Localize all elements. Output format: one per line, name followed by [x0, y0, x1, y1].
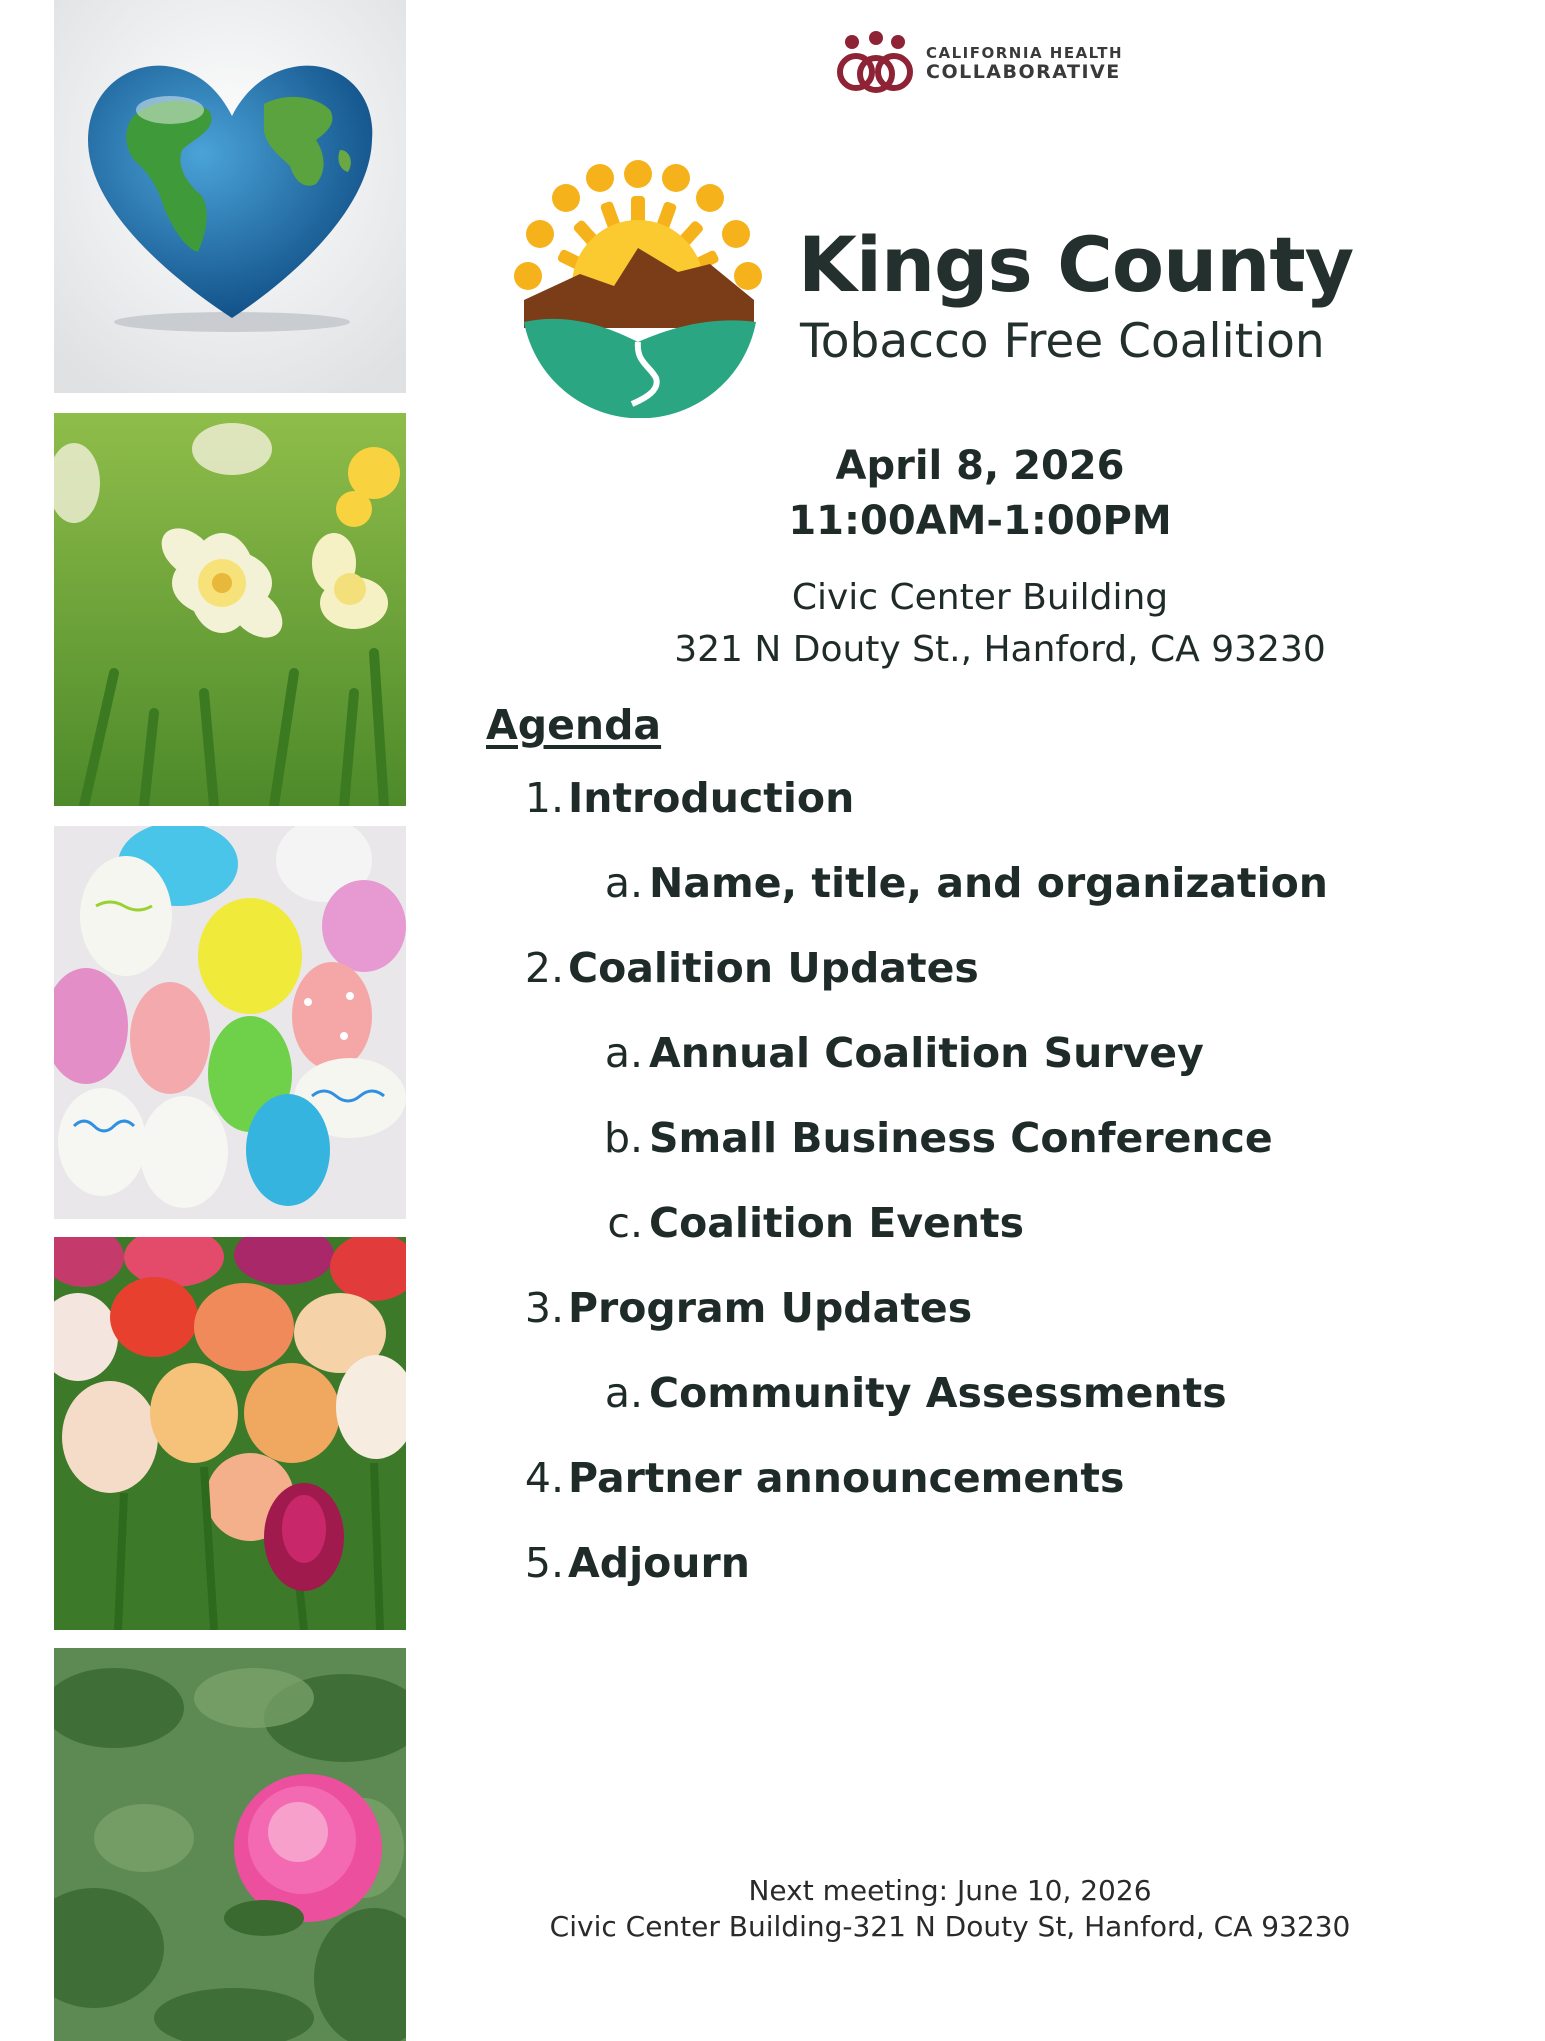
agenda-item-marker: a. — [604, 859, 643, 907]
coalition-subtitle: Tobacco Free Coalition — [800, 314, 1325, 369]
california-health-collaborative-logo — [836, 28, 1136, 98]
agenda-item-text: Program Updates — [568, 1284, 973, 1332]
agenda-item-marker: a. — [604, 1029, 643, 1077]
next-meeting-location: Civic Center Building-321 N Douty St, Hanford, CA 93230 — [549, 1910, 1351, 1943]
agenda-subitem — [604, 856, 1328, 910]
easter-eggs-image — [54, 826, 406, 1219]
agenda-item — [524, 1536, 750, 1590]
agenda-subitem — [604, 1366, 1227, 1420]
sun-mountain-logo-icon — [510, 152, 770, 418]
agenda-subitem — [604, 1026, 1204, 1080]
agenda-item — [524, 1451, 1125, 1505]
agenda-item-marker: 1. — [524, 774, 564, 822]
tulips-image — [54, 1237, 406, 1630]
agenda-item — [524, 771, 855, 825]
coalition-name: Kings County — [798, 220, 1354, 309]
partner-logo-line2: COLLABORATIVE — [926, 61, 1121, 83]
agenda-subitem — [603, 1111, 1273, 1165]
agenda-subitem — [607, 1196, 1025, 1250]
meeting-address: 321 N Douty St., Hanford, CA 93230 — [674, 629, 1326, 670]
agenda-item-text: Introduction — [568, 774, 855, 822]
people-circles-icon — [836, 30, 914, 96]
agenda-item-text: Partner announcements — [568, 1454, 1125, 1502]
agenda-heading: Agenda — [486, 701, 662, 749]
agenda-item-marker: a. — [604, 1369, 643, 1417]
agenda-item-marker: b. — [603, 1114, 643, 1162]
agenda-item-text: Coalition Updates — [568, 944, 979, 992]
agenda-item-marker: 4. — [524, 1454, 564, 1502]
agenda-item-text: Small Business Conference — [649, 1114, 1273, 1162]
peony-image — [54, 1648, 406, 2041]
agenda-item-text: Adjourn — [568, 1539, 750, 1587]
agenda-item-marker: 2. — [524, 944, 564, 992]
agenda-item-text: Annual Coalition Survey — [649, 1029, 1204, 1077]
daffodils-image — [54, 413, 406, 806]
agenda-item-text: Name, title, and organization — [649, 859, 1328, 907]
agenda-item-text: Coalition Events — [649, 1199, 1025, 1247]
agenda-item-marker: c. — [607, 1199, 643, 1247]
meeting-venue: Civic Center Building — [791, 577, 1169, 618]
agenda-item-marker: 5. — [524, 1539, 564, 1587]
meeting-time: 11:00AM-1:00PM — [788, 498, 1172, 544]
next-meeting-date: Next meeting: June 10, 2026 — [748, 1874, 1152, 1907]
footer — [540, 1873, 1360, 1945]
earth-heart-image — [54, 0, 406, 393]
partner-logo-line1: CALIFORNIA HEALTH — [926, 44, 1124, 62]
agenda-item — [524, 1281, 973, 1335]
agenda-item-text: Community Assessments — [649, 1369, 1227, 1417]
meeting-date: April 8, 2026 — [835, 443, 1125, 489]
agenda-item — [524, 941, 979, 995]
agenda-item-marker: 3. — [524, 1284, 564, 1332]
